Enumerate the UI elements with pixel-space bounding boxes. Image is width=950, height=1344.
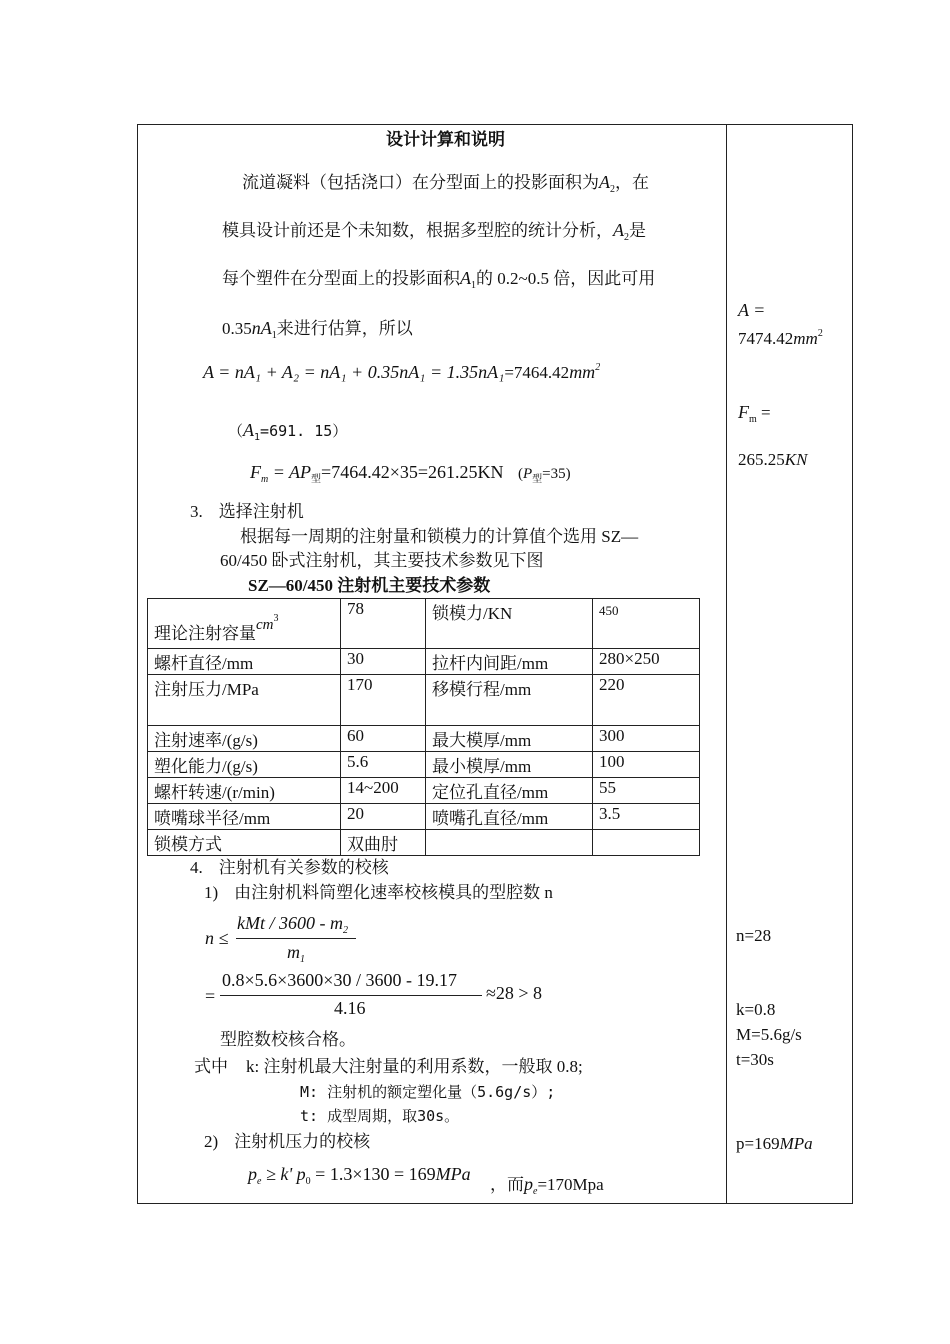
- table-cell: 300: [593, 726, 700, 752]
- table-cell: 塑化能力/(g/s): [148, 752, 341, 778]
- table-cell: 220: [593, 675, 700, 726]
- table-cell: 55: [593, 778, 700, 804]
- table-cell: [593, 830, 700, 856]
- table-row: [148, 675, 700, 726]
- table-title: SZ—60/450 注射机主要技术参数: [248, 576, 491, 595]
- column-divider: [726, 124, 727, 1204]
- table-cell: 螺杆转速/(r/min): [148, 778, 341, 804]
- section-3-body-1: 根据每一周期的注射量和锁模力的计算值个选用 SZ—: [240, 527, 639, 546]
- table-cell: 锁模方式: [148, 830, 341, 856]
- fraction-line: [220, 995, 482, 996]
- section-3-heading: 3. 选择注射机: [190, 502, 304, 521]
- spec-table: [147, 598, 700, 856]
- para-line-4: $0.35nA_1$来进行估算，所以: [222, 318, 413, 341]
- para-line-2: 模具设计前还是个未知数，根据多型腔的统计分析，$A_2$是: [222, 220, 646, 243]
- a1-note: （$A_1=691$. 15）: [228, 420, 348, 443]
- pressure-rated: ，而$p_e=170Mpa$: [490, 1174, 604, 1197]
- table-cell: 定位孔直径/mm: [426, 778, 593, 804]
- side-area-label: A =: [738, 300, 766, 320]
- fraction-line: [236, 938, 356, 939]
- table-cell: 60: [341, 726, 426, 752]
- table-cell: 注射压力/MPa: [148, 675, 341, 726]
- table-row: [148, 752, 700, 778]
- table-cell: 喷嘴球半径/mm: [148, 804, 341, 830]
- para-line-3: 每个塑件在分型面上的投影面积$A_1$的 0.2~0.5 倍，因此可用: [222, 268, 656, 291]
- table-cell: 78: [341, 599, 426, 649]
- table-row: [148, 778, 700, 804]
- side-m: M=5.6g/s: [736, 1025, 802, 1044]
- table-cell: 注射速率/(g/s): [148, 726, 341, 752]
- table-cell: 100: [593, 752, 700, 778]
- cavity-eval-numerator: 0.8×5.6×3600×30 / 3600 - 19.17: [222, 970, 457, 990]
- section-3-body-2: 60/450 卧式注射机，其主要技术参数见下图: [220, 551, 544, 570]
- table-cell: 最大模厚/mm: [426, 726, 593, 752]
- table-cell: 14~200: [341, 778, 426, 804]
- cavity-inequality-numerator: kMt / $3600 - m_2$: [237, 913, 348, 936]
- item-2-heading: 2) 注射机压力的校核: [204, 1132, 371, 1151]
- item-1-heading: 1) 由注射机料筒塑化速率校核模具的型腔数 n: [204, 883, 553, 902]
- table-cell: 3.5: [593, 804, 700, 830]
- table-cell: 280×250: [593, 649, 700, 675]
- table-row: [148, 726, 700, 752]
- table-row: [148, 830, 700, 856]
- pressure-equation: $p_e \ge k'$ $p_0 = 1.3\times 130 = 169MPa$: [248, 1164, 471, 1187]
- table-cell: 螺杆直径/mm: [148, 649, 341, 675]
- cavity-eval-denominator: 4.16: [334, 998, 366, 1018]
- table-cell: 最小模厚/mm: [426, 752, 593, 778]
- side-cavity-count: n=28: [736, 926, 772, 945]
- cavity-inequality-lhs: n ≤: [205, 928, 229, 948]
- table-cell: 移模行程/mm: [426, 675, 593, 726]
- para-line-1: 流道凝料（包括浇口）在分型面上的投影面积为$A_2$，在: [242, 172, 649, 195]
- side-force-label: $F_m$ =: [738, 402, 771, 425]
- page-title: 设计计算和说明: [386, 130, 505, 149]
- where-m: M: 注射机的额定塑化量（5.6g/s）;: [300, 1083, 556, 1101]
- table-cell: [426, 830, 593, 856]
- table-cell: 170: [341, 675, 426, 726]
- side-force-value: 265.25KN: [738, 450, 808, 469]
- cavity-inequality-denominator: $m_1$: [287, 942, 305, 965]
- cavity-check-pass: 型腔数校核合格。: [220, 1030, 356, 1049]
- table-row: [148, 649, 700, 675]
- section-4-heading: 4. 注射机有关参数的校核: [190, 858, 389, 877]
- cavity-eval-result: ≈28 > 8: [486, 983, 543, 1003]
- table-row: [148, 804, 700, 830]
- where-k: 式中 k: 注射机最大注射量的利用系数，一般取 0.8;: [194, 1057, 583, 1076]
- cavity-eval-prefix: =: [205, 986, 216, 1006]
- where-t: t: 成型周期，取30s。: [300, 1107, 460, 1125]
- table-cell: 30: [341, 649, 426, 675]
- table-cell: 5.6: [341, 752, 426, 778]
- table-cell: 20: [341, 804, 426, 830]
- force-equation: $F_m = AP_型=7464.42\times 35=261.25KN$ $(P_型=35)$: [250, 462, 571, 485]
- side-t: t=30s: [736, 1050, 774, 1069]
- table-cell: 理论注射容量$cm^3$: [148, 599, 341, 649]
- side-area-value: $7474.42mm^2$: [738, 328, 823, 348]
- side-k: k=0.8: [736, 1000, 776, 1019]
- table-row: [148, 599, 700, 649]
- table-cell: 锁模力/KN: [426, 599, 593, 649]
- table-cell: 喷嘴孔直径/mm: [426, 804, 593, 830]
- table-cell: 双曲肘: [341, 830, 426, 856]
- area-equation: $A = nA_1 + A_2 = nA_1 + 0.35nA_1 = 1.35nA_1=7464.42mm^2$: [203, 362, 601, 382]
- table-cell: 拉杆内间距/mm: [426, 649, 593, 675]
- side-pressure: p=169MPa: [736, 1134, 813, 1153]
- table-cell: 450: [593, 599, 700, 649]
